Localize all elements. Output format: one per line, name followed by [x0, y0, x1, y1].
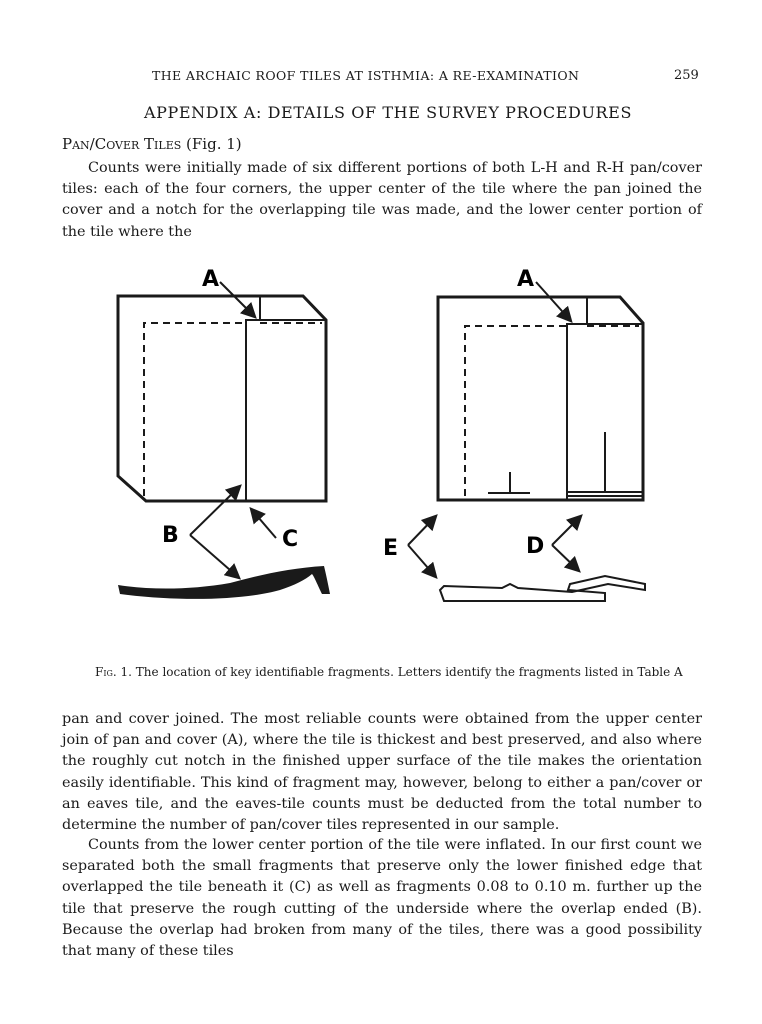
- caption-label: Fig. 1.: [95, 665, 132, 679]
- paragraph-2: pan and cover joined. The most reliable counts were obtained from the upper center join of pan and cover (A), where the tile is thickest and best preserved, and also where the roughly cut notch in the finished upper surface of the tile makes the orientation easily identifiable. This kind of fragment may, however, belong to either a pan/cover or an eaves tile, and the eaves-tile counts must be deducted from the total number to determine the number of pan/cover tiles represented in our sample.: [62, 711, 702, 834]
- arrow-E-down: [408, 545, 435, 576]
- paragraph-3: Counts from the lower center portion of the tile were inflated. In our first count we separated both the small fragments that preserve only the lower finished edge that overlapped the tile beneath it (C) as well as fragments 0.08 to 0.10 m. further up the tile that preserve the rough cutting of the underside where the overlap ended (B). Because the overlap had broken from many of the tiles, there was a good possibility that many of these tiles: [62, 837, 702, 960]
- caption-text: The location of key identifiable fragments. Letters identify the fragments listed in Table A: [135, 665, 683, 679]
- left-tile-outline: [118, 296, 326, 501]
- arrow-D-down: [552, 545, 578, 570]
- label-A-right: A: [517, 267, 535, 292]
- section-heading: [62, 135, 242, 153]
- arrow-D-up: [552, 517, 580, 545]
- figure-1-diagram: [100, 250, 670, 610]
- right-cross-section: [440, 576, 645, 601]
- label-C: C: [282, 527, 299, 552]
- label-A-left: A: [202, 267, 220, 292]
- left-cross-section: [118, 566, 330, 599]
- arrow-C: [252, 510, 276, 538]
- running-head: THE ARCHAIC ROOF TILES AT ISTHMIA: A RE-EXAMINATION: [152, 68, 580, 83]
- label-B: B: [162, 523, 179, 548]
- paragraph-1: Counts were initially made of six different portions of both L-H and R-H pan/cover tiles: each of the four corners, the upper center of the tile where the pan joined the cover and a notch for the overlapping tile was made, and the lower center portion of the tile where the: [62, 160, 702, 240]
- right-notch: [567, 297, 587, 500]
- right-dashed-outline: [465, 326, 567, 496]
- arrow-E-up: [408, 517, 435, 545]
- arrow-B-down: [190, 535, 238, 577]
- left-notch: [246, 296, 260, 501]
- label-E: E: [383, 536, 399, 561]
- arrow-A-left: [220, 282, 254, 316]
- label-D: D: [526, 534, 545, 559]
- figure-caption: [95, 665, 695, 679]
- arrow-A-right: [536, 282, 570, 320]
- left-dashed-outline: [144, 323, 246, 496]
- appendix-title: APPENDIX A: DETAILS OF THE SURVEY PROCEDURES: [144, 103, 633, 122]
- section-heading-text: Pan/Cover Tiles: [62, 135, 182, 153]
- section-heading-ref: (Fig. 1): [186, 135, 242, 153]
- arrow-B-up: [190, 487, 239, 535]
- right-tile-outline: [438, 297, 643, 500]
- page-number: 259: [674, 68, 699, 83]
